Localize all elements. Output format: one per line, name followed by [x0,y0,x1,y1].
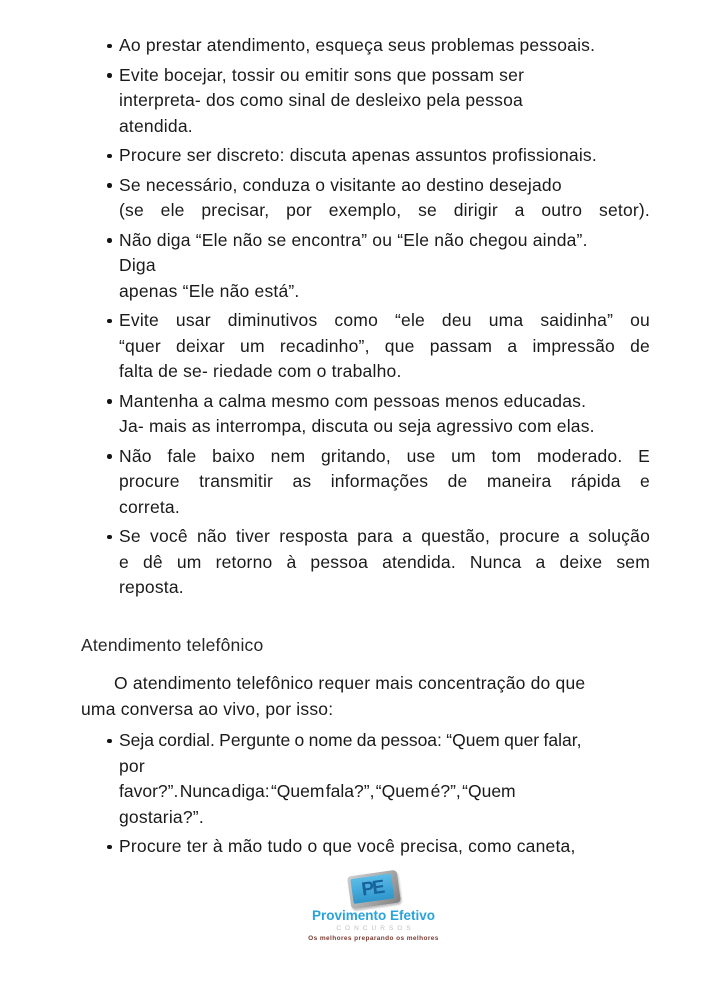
bullet-icon [107,238,112,243]
text-line: atendida. [119,115,193,136]
bullet-icon [107,73,112,78]
paragraph-line: O atendimento telefônico requer mais concentração do que [114,673,586,693]
list-item [81,524,650,601]
text-line: reposta. [119,577,184,597]
text-line: Evite usar diminutivos como “ele deu uma saidinha” ou [119,310,650,330]
logo-tagline-text: Os melhores preparando os melhores [308,934,439,942]
section-heading: Atendimento telefônico [81,634,264,655]
bullet-icon [107,454,112,459]
text-line: Diga [119,255,156,275]
text-line: Seja cordial. Pergunte o nome da pessoa: “Quem quer falar, [119,730,582,750]
text-line: Não fale baixo nem gritando, use um tom moderado. E [119,445,650,466]
text-line: favor?”. Nunca diga: “Quem fala?”, “Quem é?”, “Quem [119,781,516,801]
phone-tips-list [81,728,650,860]
text-line: Ao prestar atendimento, esqueça seus problemas pessoais. [119,35,596,55]
reception-tips-list [81,33,650,601]
text-line: gostaria?”. [119,806,204,827]
logo [289,873,459,943]
text-line: (se ele precisar, por exemplo, se dirigir a outro setor). [119,200,650,220]
text-line: Mantenha a calma mesmo com pessoas menos educadas. [119,390,587,411]
list-item [81,389,650,440]
text-line: apenas “Ele não está”. [119,280,300,301]
text-line: falta de se- riedade com o trabalho. [119,361,402,381]
text-line: Não diga “Ele não se encontra” ou “Ele não chegou ainda”. [119,229,588,250]
list-item [81,308,650,385]
bullet-icon [107,399,112,404]
text-line: interpreta- dos como sinal de desleixo pela pessoa [119,90,523,110]
text-line: e dê um retorno à pessoa atendida. Nunca a deixe sem [119,551,650,572]
bullet-icon [107,535,112,540]
text-line: procure transmitir as informações de maneira rápida e [119,471,650,491]
text-line: Procure ter à mão tudo o que você precisa, como caneta, [119,836,576,856]
bullet-icon [107,845,112,850]
list-item [81,728,650,830]
logo-pe-letters: PE [350,873,394,903]
list-item [81,33,650,59]
page-content [81,33,650,943]
list-item [81,63,650,140]
text-line: Evite bocejar, tossir ou emitir sons que possam ser [119,64,525,85]
text-line: “quer deixar um recadinho”, que passam a impressão de [119,335,650,356]
bullet-icon [107,44,112,49]
bullet-icon [107,154,112,159]
logo-subtitle-text: CONCURSOS [336,924,415,932]
text-line: Se você não tiver resposta para a questão, procure a solução [119,526,650,546]
text-line: correta. [119,496,180,517]
list-item [81,834,650,860]
bullet-icon [107,183,112,188]
intro-paragraph [81,671,650,722]
bullet-icon [107,739,112,744]
paragraph-line: uma conversa ao vivo, por isso: [81,698,334,719]
text-line: Ja- mais as interrompa, discuta ou seja agressivo com elas. [119,416,595,436]
bullet-icon [107,319,112,324]
list-item [81,143,650,169]
text-line: Procure ser discreto: discuta apenas assuntos profissionais. [119,145,597,165]
list-item [81,228,650,305]
logo-pe-icon [346,869,400,909]
text-line: por [119,755,145,776]
logo-brand-text: Provimento Efetivo [311,907,436,923]
list-item [81,444,650,521]
text-line: Se necessário, conduza o visitante ao destino desejado [119,174,562,195]
list-item [81,173,650,224]
